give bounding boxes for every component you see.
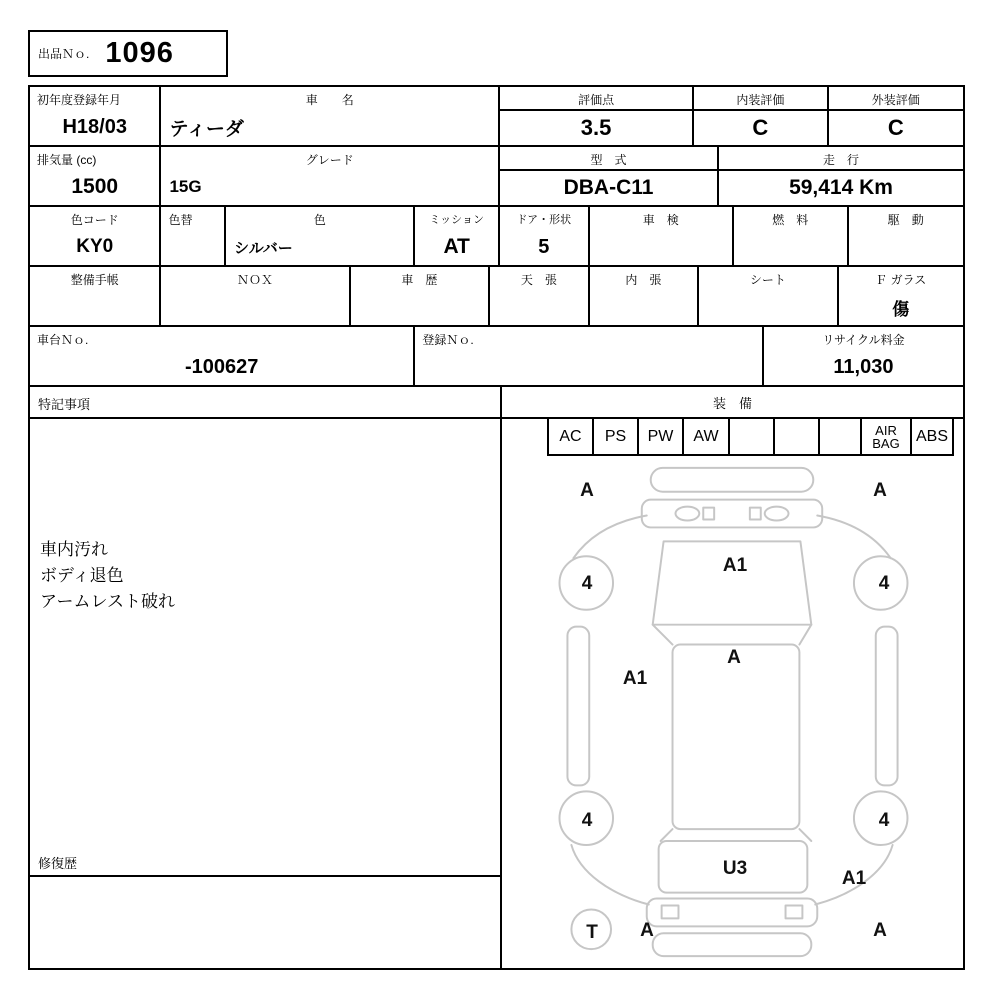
field-grade xyxy=(161,147,500,205)
field-service-book xyxy=(30,267,161,325)
front-fender-right xyxy=(817,516,890,559)
field-color xyxy=(226,207,415,265)
field-mileage-value: 59,414 Km xyxy=(789,176,893,199)
field-color-change-value xyxy=(161,229,224,265)
sheet-table xyxy=(28,85,965,970)
field-score-label: 評価点 xyxy=(500,87,692,111)
field-color-code-value: KY0 xyxy=(76,236,114,257)
rear-quarter-left xyxy=(571,845,648,905)
repair-history-body xyxy=(30,877,500,968)
field-first-registration xyxy=(30,87,161,145)
field-doors-value: 5 xyxy=(538,235,550,258)
equip-cell-aw: AW xyxy=(682,419,728,456)
field-color-change xyxy=(161,207,226,265)
equip-cell-abs: ABS xyxy=(910,419,954,456)
front-grille xyxy=(642,500,822,528)
damage-mark-wheel-fl: 4 xyxy=(581,573,593,594)
auction-no-value: 1096 xyxy=(105,37,174,69)
field-interior-trim-label: 内 張 xyxy=(625,273,662,287)
hood xyxy=(653,541,812,624)
equip-cell-ps: PS xyxy=(592,419,637,456)
field-recycle-fee xyxy=(764,327,963,385)
field-mileage xyxy=(719,147,963,205)
front-fender-left xyxy=(573,516,646,559)
equip-cell-airbag: AIR BAG xyxy=(860,419,910,456)
notes-column xyxy=(30,387,502,968)
field-registration-no-value xyxy=(415,349,762,385)
field-color-code-label: 色コード xyxy=(70,213,119,227)
field-chassis-no-value: -100627 xyxy=(184,355,259,378)
note-line: アームレスト破れ xyxy=(40,592,175,611)
field-mileage-label: 走 行 xyxy=(719,147,963,171)
field-car-history xyxy=(351,267,490,325)
damage-mark-left-door: A1 xyxy=(622,668,648,689)
damage-mark-rear-right: A1 xyxy=(841,868,867,889)
field-interior-grade xyxy=(694,87,828,145)
field-drive-label: 駆 動 xyxy=(887,213,924,227)
equipment-row xyxy=(502,419,963,456)
field-front-glass-label: Ｆ ガラス xyxy=(875,273,927,287)
rear-bumper xyxy=(647,899,818,927)
field-car-name-label: 車 名 xyxy=(305,93,354,107)
field-headliner xyxy=(490,267,590,325)
field-nox-label: ＮＯＸ xyxy=(237,273,274,287)
headlight-left-inner xyxy=(703,508,714,520)
c-pillar-right xyxy=(799,829,811,841)
damage-diagram xyxy=(502,456,963,968)
field-drive-value xyxy=(849,229,964,265)
field-front-glass-value: 傷 xyxy=(892,299,910,319)
field-fuel-value xyxy=(734,229,847,265)
field-nox-value xyxy=(161,289,348,325)
damage-mark-hood: A1 xyxy=(722,555,748,576)
field-seat-value xyxy=(699,289,836,325)
field-score-value: 3.5 xyxy=(580,115,612,140)
field-nox xyxy=(161,267,350,325)
field-color-code xyxy=(30,207,161,265)
field-first-registration-label: 初年度登録年月 xyxy=(37,93,122,107)
row-spec xyxy=(30,147,963,207)
field-model-code xyxy=(500,147,719,205)
field-doors-label: ドア・形状 xyxy=(516,214,572,226)
note-line: 車内汚れ xyxy=(40,540,108,559)
row-condition xyxy=(30,267,963,327)
field-service-book-label: 整備手帳 xyxy=(70,273,119,287)
field-registration-no-label: 登録Ｎｏ. xyxy=(422,333,474,347)
field-transmission-label: ミッション xyxy=(429,214,484,226)
equip-cell-pw: PW xyxy=(637,419,682,456)
damage-mark-wheel-rr: 4 xyxy=(878,810,890,831)
field-registration-no xyxy=(415,327,764,385)
row-color xyxy=(30,207,963,267)
field-exterior-grade-label: 外装評価 xyxy=(829,87,963,111)
field-color-label: 色 xyxy=(313,213,326,227)
damage-mark-rear-right-bumper: A xyxy=(873,920,887,941)
field-displacement-value: 1500 xyxy=(71,175,119,198)
field-service-book-value xyxy=(30,289,159,325)
damage-mark-wheel-rl: 4 xyxy=(581,810,593,831)
field-interior-trim-value xyxy=(590,289,698,325)
field-inspection-value xyxy=(590,229,732,265)
field-headliner-label: 天 張 xyxy=(520,273,557,287)
field-car-name-value: ティーダ xyxy=(169,118,244,140)
a-pillar-left xyxy=(653,625,673,645)
field-front-glass xyxy=(839,267,963,325)
field-inspection-label: 車 検 xyxy=(642,213,679,227)
row-registration xyxy=(30,87,963,147)
note-line: ボディ退色 xyxy=(40,566,124,585)
field-seat xyxy=(699,267,838,325)
field-recycle-fee-label: リサイクル料金 xyxy=(822,333,905,347)
field-car-history-value xyxy=(351,289,488,325)
damage-mark-roof: A xyxy=(727,647,741,668)
damage-mark-trunk: U3 xyxy=(722,858,748,879)
field-recycle-fee-value: 11,030 xyxy=(833,355,894,378)
field-grade-label: グレード xyxy=(305,153,354,167)
field-displacement-label: 排気量 (cc) xyxy=(37,153,97,167)
field-first-registration-value: H18/03 xyxy=(62,115,127,138)
field-model-code-value: DBA-C11 xyxy=(563,176,654,199)
roof xyxy=(673,645,800,830)
field-fuel xyxy=(734,207,849,265)
field-car-name xyxy=(161,87,500,145)
field-exterior-grade xyxy=(829,87,963,145)
field-seat-label: シート xyxy=(749,273,786,287)
headlight-left xyxy=(675,507,699,521)
tail-light-left xyxy=(662,905,679,918)
field-interior-grade-label: 内装評価 xyxy=(694,87,826,111)
field-drive xyxy=(849,207,964,265)
damage-mark-wheel-fr: 4 xyxy=(878,573,890,594)
field-fuel-label: 燃 料 xyxy=(772,213,809,227)
car-outline-svg xyxy=(502,456,963,968)
equip-cell-ac: AC xyxy=(547,419,592,456)
field-inspection xyxy=(590,207,734,265)
headlight-right xyxy=(765,507,789,521)
field-exterior-grade-value: C xyxy=(887,115,904,140)
field-color-change-label: 色替 xyxy=(168,213,193,227)
equipment-cells xyxy=(547,419,954,456)
bottom-section xyxy=(30,387,963,968)
field-chassis-no xyxy=(30,327,415,385)
repair-history-header: 修復歴 xyxy=(30,847,500,877)
damage-mark-front-right: A xyxy=(873,480,887,501)
door-strip-right xyxy=(876,627,898,786)
auction-no-box xyxy=(28,30,228,77)
tail-light-right xyxy=(786,905,803,918)
field-doors xyxy=(500,207,590,265)
field-headliner-value xyxy=(490,289,588,325)
field-color-value: シルバー xyxy=(234,239,293,257)
damage-mark-rear-left-bumper: A xyxy=(640,920,654,941)
field-model-code-label: 型 式 xyxy=(500,147,717,171)
equip-cell-empty-2 xyxy=(773,419,818,456)
damage-mark-spare-tire: T xyxy=(586,922,598,943)
a-pillar-right xyxy=(799,625,811,645)
rear-lower-strip xyxy=(653,933,812,956)
damage-mark-front-left: A xyxy=(580,480,594,501)
field-interior-grade-value: C xyxy=(752,115,769,140)
c-pillar-left xyxy=(661,829,673,841)
field-score xyxy=(500,87,694,145)
notes-body xyxy=(30,419,500,847)
door-strip-left xyxy=(567,627,589,786)
equip-cell-empty-3 xyxy=(818,419,860,456)
equipment-column xyxy=(502,387,963,968)
row-numbers xyxy=(30,327,963,387)
front-bumper xyxy=(651,468,814,492)
headlight-right-inner xyxy=(750,508,761,520)
notes-header: 特記事項 xyxy=(30,387,500,419)
field-interior-trim xyxy=(590,267,700,325)
equipment-header: 装 備 xyxy=(502,387,963,419)
field-transmission-value: AT xyxy=(443,235,470,258)
field-displacement xyxy=(30,147,161,205)
field-transmission xyxy=(415,207,500,265)
field-car-history-label: 車 歴 xyxy=(401,273,438,287)
field-chassis-no-label: 車台Ｎｏ. xyxy=(37,333,89,347)
equip-cell-empty-1 xyxy=(728,419,773,456)
field-grade-value: 15G xyxy=(169,177,202,196)
auction-no-label: 出品Ｎｏ. xyxy=(38,47,90,61)
